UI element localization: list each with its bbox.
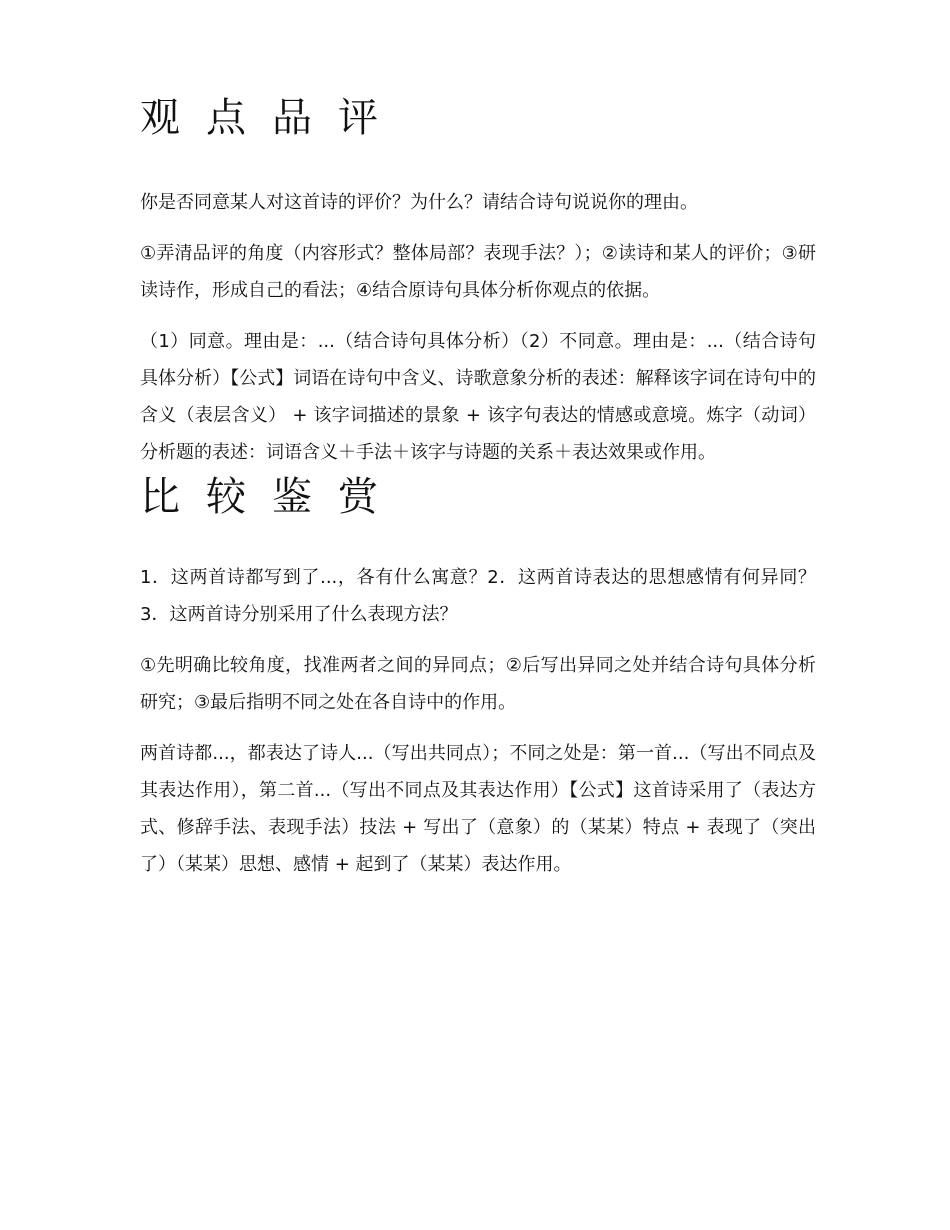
document-content <box>140 92 816 883</box>
section-title-comparative-appreciation: 比较鉴赏 <box>140 474 404 520</box>
section-question-paragraph: 你是否同意某人对这首诗的评价？为什么？请结合诗句说说你的理由。 <box>140 192 698 213</box>
section-answer-paragraph: 两首诗都...，都表达了诗人...（写出共同点）；不同之处是：第一首...（写出不同点及其表达作用），第二首...（写出不同点及其表达作用）【公式】这首诗采用了（表达方式、修辞手法、表现手法）技法 + 写出了（意象）的（某某）特点 + 表现了（突出了）（某某）思想、感情 + 起到了（某某）表达作用。 <box>140 743 816 875</box>
section-question-paragraph: 1．这两首诗都写到了...，各有什么寓意？2．这两首诗表达的思想感情有何异同？3．这两首诗分别采用了什么表现方法？ <box>140 567 816 625</box>
section-method-paragraph: ①先明确比较角度，找准两者之间的异同点；②后写出异同之处并结合诗句具体分析研究；③最后指明不同之处在各自诗中的作用。 <box>140 655 816 713</box>
section-title-viewpoint-evaluation: 观点品评 <box>140 95 404 141</box>
section-method-paragraph: ①弄清品评的角度（内容形式？整体局部？表现手法？）；②读诗和某人的评价；③研读诗作，形成自己的看法；④结合原诗句具体分析你观点的依据。 <box>140 243 816 301</box>
section-answer-paragraph: （1）同意。理由是：...（结合诗句具体分析）（2）不同意。理由是：...（结合诗句具体分析）【公式】词语在诗句中含义、诗歌意象分析的表述：解释该字词在诗句中的含义（表层含义） + 该字词描述的景象 + 该字句表达的情感或意境。炼字（动词）分析题的表述：词语含义＋手法＋该字与诗题的关系＋表达效果或作用。 <box>140 331 816 463</box>
